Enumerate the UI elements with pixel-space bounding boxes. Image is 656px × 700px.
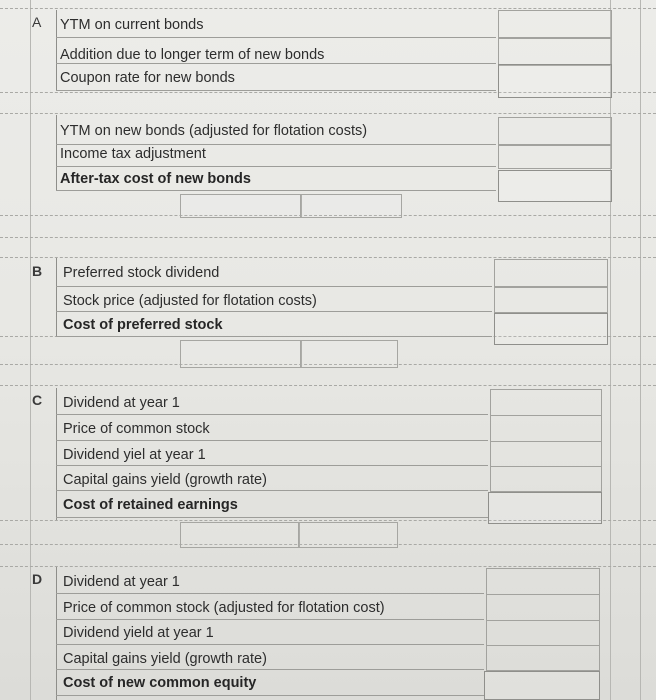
row-line bbox=[56, 619, 484, 620]
blank-cell[interactable] bbox=[180, 522, 300, 548]
blank-cell[interactable] bbox=[180, 194, 302, 218]
input-cell[interactable] bbox=[498, 10, 612, 38]
row-line bbox=[56, 593, 484, 594]
col-divider bbox=[610, 0, 611, 700]
blank-cell[interactable] bbox=[298, 522, 398, 548]
output-cell[interactable] bbox=[484, 671, 600, 700]
row-line bbox=[56, 517, 488, 518]
row-divider bbox=[0, 566, 656, 567]
blank-cell[interactable] bbox=[300, 194, 402, 218]
section-letter: C bbox=[32, 392, 43, 408]
label-column-border bbox=[56, 258, 57, 336]
row-label: Capital gains yield (growth rate) bbox=[63, 472, 267, 488]
section-letter: B bbox=[32, 263, 43, 279]
row-label: Dividend yiel at year 1 bbox=[63, 447, 206, 463]
row-label: Price of common stock bbox=[63, 421, 210, 437]
row-label: Dividend yield at year 1 bbox=[63, 625, 214, 641]
row-line bbox=[56, 669, 484, 670]
row-label: Coupon rate for new bonds bbox=[60, 70, 235, 86]
row-line bbox=[56, 414, 488, 415]
input-cell[interactable] bbox=[494, 287, 608, 313]
row-label: Cost of retained earnings bbox=[63, 497, 238, 513]
row-divider bbox=[0, 237, 656, 238]
blank-cell[interactable] bbox=[180, 340, 302, 368]
output-cell[interactable] bbox=[488, 492, 602, 524]
row-label: Cost of preferred stock bbox=[63, 317, 223, 333]
input-cell[interactable] bbox=[490, 466, 602, 492]
row-line bbox=[56, 695, 484, 696]
row-label: Income tax adjustment bbox=[60, 146, 206, 162]
input-cell[interactable] bbox=[490, 415, 602, 442]
row-divider bbox=[0, 385, 656, 386]
input-cell[interactable] bbox=[486, 594, 600, 621]
row-divider bbox=[0, 8, 656, 9]
input-cell[interactable] bbox=[490, 441, 602, 467]
output-cell[interactable] bbox=[498, 170, 612, 202]
input-cell[interactable] bbox=[498, 145, 612, 169]
row-label: Capital gains yield (growth rate) bbox=[63, 651, 267, 667]
row-line bbox=[56, 90, 496, 91]
row-label: YTM on current bonds bbox=[60, 17, 204, 33]
row-line bbox=[56, 190, 496, 191]
row-line bbox=[56, 286, 492, 287]
row-line bbox=[56, 440, 488, 441]
row-label: YTM on new bonds (adjusted for flotation costs) bbox=[60, 123, 368, 139]
label-column-border bbox=[56, 567, 57, 700]
row-line bbox=[56, 644, 484, 645]
input-cell[interactable] bbox=[486, 645, 600, 671]
output-cell[interactable] bbox=[498, 64, 612, 98]
output-cell[interactable] bbox=[494, 313, 608, 345]
row-label: Cost of new common equity bbox=[63, 675, 257, 691]
input-cell[interactable] bbox=[494, 259, 608, 287]
blank-cell[interactable] bbox=[300, 340, 398, 368]
row-divider bbox=[0, 257, 656, 258]
label-column-border bbox=[56, 115, 57, 190]
row-line bbox=[56, 311, 492, 312]
section-letter: D bbox=[32, 571, 43, 587]
row-label: After-tax cost of new bonds bbox=[60, 171, 251, 187]
input-cell[interactable] bbox=[498, 117, 612, 145]
input-cell[interactable] bbox=[486, 568, 600, 595]
row-label: Addition due to longer term of new bonds bbox=[60, 47, 325, 63]
row-label: Price of common stock (adjusted for flotation cost) bbox=[63, 600, 385, 616]
label-column-border bbox=[56, 10, 57, 90]
label-column-border bbox=[56, 388, 57, 520]
row-divider bbox=[0, 113, 656, 114]
row-label: Dividend at year 1 bbox=[63, 395, 180, 411]
input-cell[interactable] bbox=[498, 38, 612, 66]
row-label: Stock price (adjusted for flotation costs) bbox=[63, 293, 317, 309]
row-line bbox=[56, 490, 488, 491]
row-label: Preferred stock dividend bbox=[63, 265, 220, 281]
row-line bbox=[56, 166, 496, 167]
input-cell[interactable] bbox=[490, 389, 602, 416]
col-divider bbox=[30, 0, 31, 700]
row-line bbox=[56, 37, 496, 38]
row-line bbox=[56, 465, 488, 466]
row-line bbox=[56, 336, 492, 337]
input-cell[interactable] bbox=[486, 620, 600, 646]
col-divider bbox=[640, 0, 641, 700]
section-letter: A bbox=[32, 14, 42, 30]
row-label: Dividend at year 1 bbox=[63, 574, 180, 590]
